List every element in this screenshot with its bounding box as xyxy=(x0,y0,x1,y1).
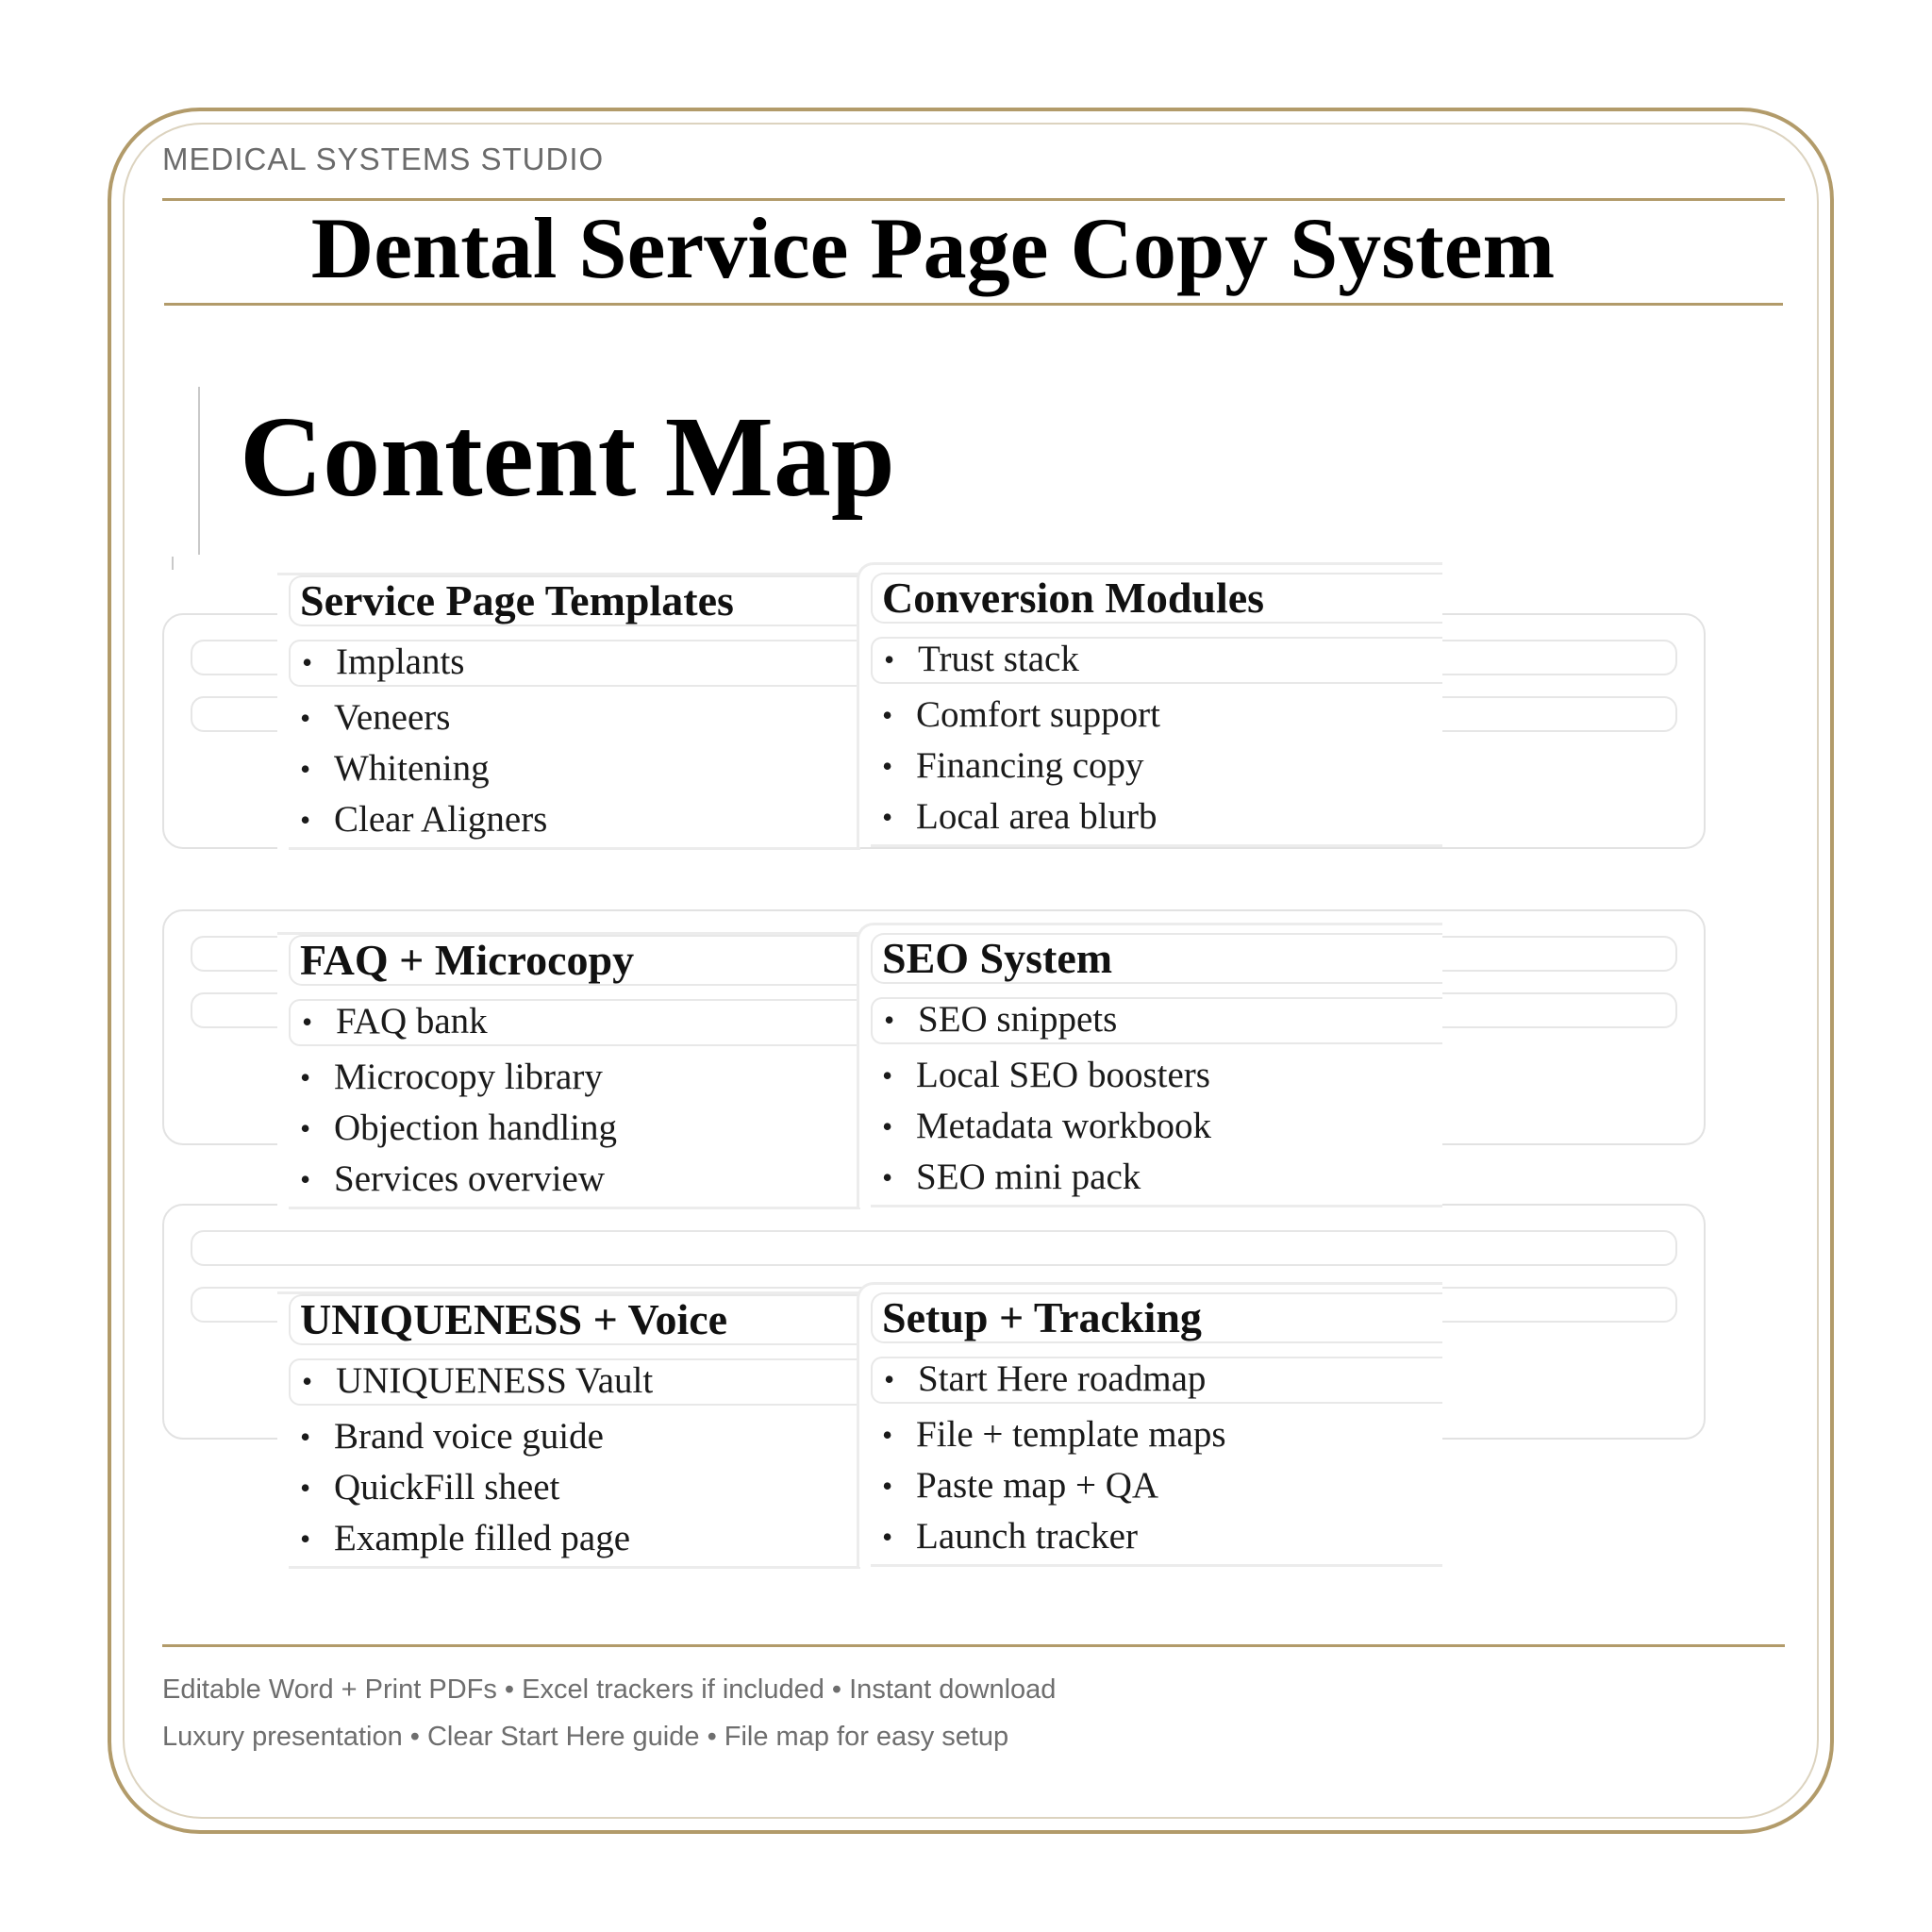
title-divider xyxy=(164,303,1783,306)
bullet-icon: • xyxy=(882,1520,893,1554)
section-heading: Content Map xyxy=(240,393,895,521)
list-item: • Veneers xyxy=(289,694,860,745)
bullet-icon: • xyxy=(882,1109,893,1143)
section-card-uniqueness-voice xyxy=(277,1291,860,1569)
section-list xyxy=(871,637,1442,847)
bullet-icon: • xyxy=(882,1058,893,1092)
list-item: • SEO snippets xyxy=(871,997,1442,1044)
background-card-bar xyxy=(191,1230,1677,1266)
list-item: • Launch tracker xyxy=(871,1513,1442,1567)
list-item: • FAQ bank xyxy=(289,999,860,1046)
section-card-conversion-modules xyxy=(857,562,1442,847)
section-list xyxy=(871,997,1442,1208)
section-title: Conversion Modules xyxy=(871,573,1442,624)
bullet-icon: • xyxy=(882,698,893,732)
section-card-seo-system xyxy=(857,923,1442,1208)
list-item: • Local SEO boosters xyxy=(871,1052,1442,1103)
list-item: • Microcopy library xyxy=(289,1054,860,1105)
heading-accent-mark xyxy=(172,557,174,570)
section-list xyxy=(289,1358,860,1569)
heading-accent-line xyxy=(198,387,200,555)
list-item: • Clear Aligners xyxy=(289,796,860,850)
footer-divider xyxy=(162,1644,1785,1647)
section-title: SEO System xyxy=(871,933,1442,984)
list-item: • Start Here roadmap xyxy=(871,1357,1442,1404)
list-item: • SEO mini pack xyxy=(871,1154,1442,1208)
bullet-icon: • xyxy=(300,701,311,735)
bullet-icon: • xyxy=(884,1362,895,1396)
bullet-icon: • xyxy=(882,1160,893,1194)
brand-label: MEDICAL SYSTEMS STUDIO xyxy=(162,142,605,176)
list-item: • Services overview xyxy=(289,1156,860,1209)
bullet-icon: • xyxy=(882,1418,893,1452)
section-card-setup-tracking xyxy=(857,1282,1442,1567)
list-item: • QuickFill sheet xyxy=(289,1464,860,1515)
list-item: • Brand voice guide xyxy=(289,1413,860,1464)
bullet-icon: • xyxy=(882,800,893,834)
section-title: UNIQUENESS + Voice xyxy=(289,1294,860,1345)
section-list xyxy=(289,640,860,850)
bullet-icon: • xyxy=(300,1111,311,1145)
section-title: Service Page Templates xyxy=(289,575,860,626)
bullet-icon: • xyxy=(300,1420,311,1454)
list-item: • Objection handling xyxy=(289,1105,860,1156)
bullet-icon: • xyxy=(882,1469,893,1503)
list-item: • Financing copy xyxy=(871,742,1442,793)
section-card-service-page-templates xyxy=(277,573,860,850)
section-list xyxy=(871,1357,1442,1567)
section-title: Setup + Tracking xyxy=(871,1292,1442,1343)
footer-line-1: Editable Word + Print PDFs • Excel trackers if included • Instant download xyxy=(162,1674,1057,1705)
list-item: • Trust stack xyxy=(871,637,1442,684)
bullet-icon: • xyxy=(884,1003,895,1037)
list-item: • UNIQUENESS Vault xyxy=(289,1358,860,1406)
bullet-icon: • xyxy=(300,1471,311,1505)
list-item: • Example filled page xyxy=(289,1515,860,1569)
list-item: • Metadata workbook xyxy=(871,1103,1442,1154)
bullet-icon: • xyxy=(302,1005,313,1039)
list-item: • Implants xyxy=(289,640,860,687)
section-list xyxy=(289,999,860,1209)
bullet-icon: • xyxy=(302,1364,313,1398)
bullet-icon: • xyxy=(300,1522,311,1556)
section-title: FAQ + Microcopy xyxy=(289,935,860,986)
bullet-icon: • xyxy=(300,803,311,837)
bullet-icon: • xyxy=(302,645,313,679)
bullet-icon: • xyxy=(884,642,895,676)
bullet-icon: • xyxy=(300,1162,311,1196)
list-item: • Whitening xyxy=(289,745,860,796)
section-card-faq-microcopy xyxy=(277,932,860,1209)
list-item: • Paste map + QA xyxy=(871,1462,1442,1513)
footer-line-2: Luxury presentation • Clear Start Here guide • File map for easy setup xyxy=(162,1722,1009,1752)
list-item: • Comfort support xyxy=(871,691,1442,742)
bullet-icon: • xyxy=(882,749,893,783)
list-item: • File + template maps xyxy=(871,1411,1442,1462)
list-item: • Local area blurb xyxy=(871,793,1442,847)
bullet-icon: • xyxy=(300,1060,311,1094)
page-title: Dental Service Page Copy System xyxy=(310,200,1556,296)
bullet-icon: • xyxy=(300,752,311,786)
